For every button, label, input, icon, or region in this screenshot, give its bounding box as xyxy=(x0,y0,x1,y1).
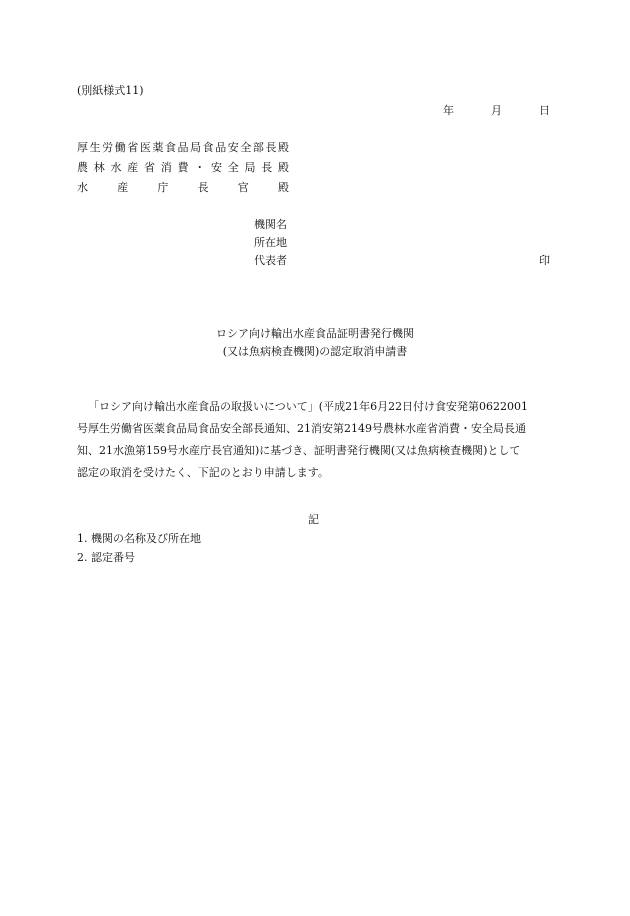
addressee-char: 省 xyxy=(127,141,139,154)
addressee-maff xyxy=(77,161,289,175)
addressee-char: 林 xyxy=(93,161,105,174)
seal-mark: 印 xyxy=(539,254,550,267)
addressee-char: 全 xyxy=(240,141,252,154)
addressee-char: 長 xyxy=(265,141,277,154)
body-line: 認定の取消を受けたく、下記のとおり申請します。 xyxy=(77,466,329,479)
addressee-char: 食 xyxy=(202,141,214,154)
date-month: 月 xyxy=(491,104,502,117)
addressee-char: 長 xyxy=(261,161,273,174)
addressee-char: 局 xyxy=(244,161,256,174)
addressee-char: 官 xyxy=(237,181,249,194)
addressee-char: 長 xyxy=(197,181,209,194)
addressee-char: 殿 xyxy=(277,181,289,194)
addressee-char: 費 xyxy=(177,161,189,174)
addressee-char: 医 xyxy=(139,141,151,154)
date-day: 日 xyxy=(539,104,550,117)
addressee-char: 産 xyxy=(127,161,139,174)
addressee-char: 生 xyxy=(89,141,101,154)
date-year: 年 xyxy=(443,104,454,117)
list-item: 1. 機関の名称及び所在地 xyxy=(77,532,201,545)
addressee-char: 品 xyxy=(177,141,189,154)
addressee-char: 局 xyxy=(190,141,202,154)
addressee-char: 安 xyxy=(227,141,239,154)
addressee-char: 水 xyxy=(77,181,88,194)
addressee-char: 水 xyxy=(110,161,122,174)
title-line-2: (又は魚病検査機関)の認定取消申請書 xyxy=(222,345,408,358)
addressee-char: 殿 xyxy=(278,141,289,154)
addressee-char: 省 xyxy=(144,161,155,174)
representative-label: 代表者 xyxy=(254,254,287,267)
addressee-char: 部 xyxy=(252,141,264,154)
body-line: 「ロシア向け輸出水産食品の取扱いについて」(平成21年6月22日付け食安発第0622001 xyxy=(88,400,529,413)
addressee-char: 殿 xyxy=(278,161,289,174)
body-line: 号厚生労働省医薬食品局食品安全部長通知、21消安第2149号農林水産省消費・安全局長通 xyxy=(77,422,526,435)
address-label: 所在地 xyxy=(254,236,287,249)
ki-heading: 記 xyxy=(308,513,319,526)
addressee-char: 農 xyxy=(77,161,88,174)
list-item: 2. 認定番号 xyxy=(77,551,135,564)
addressee-char: ・ xyxy=(194,161,206,174)
addressee-mhlw xyxy=(77,141,289,155)
form-number: (別紙様式11) xyxy=(77,84,144,97)
addressee-char: 働 xyxy=(114,141,126,154)
addressee-fisheries xyxy=(77,181,289,195)
org-name-label: 機関名 xyxy=(254,218,287,231)
title-line-1: ロシア向け輸出水産食品証明書発行機関 xyxy=(216,327,414,340)
addressee-char: 庁 xyxy=(157,181,169,194)
addressee-char: 産 xyxy=(117,181,129,194)
addressee-char: 労 xyxy=(102,141,114,154)
addressee-char: 消 xyxy=(160,161,172,174)
addressee-char: 全 xyxy=(227,161,239,174)
addressee-char: 安 xyxy=(211,161,222,174)
body-line: 知、21水漁第159号水産庁長官通知)に基づき、証明書発行機関(又は魚病検査機関)として xyxy=(77,444,521,457)
addressee-char: 薬 xyxy=(152,141,164,154)
addressee-char: 品 xyxy=(215,141,227,154)
addressee-char: 厚 xyxy=(77,141,88,154)
body-paragraph xyxy=(77,396,549,484)
addressee-char: 食 xyxy=(164,141,176,154)
